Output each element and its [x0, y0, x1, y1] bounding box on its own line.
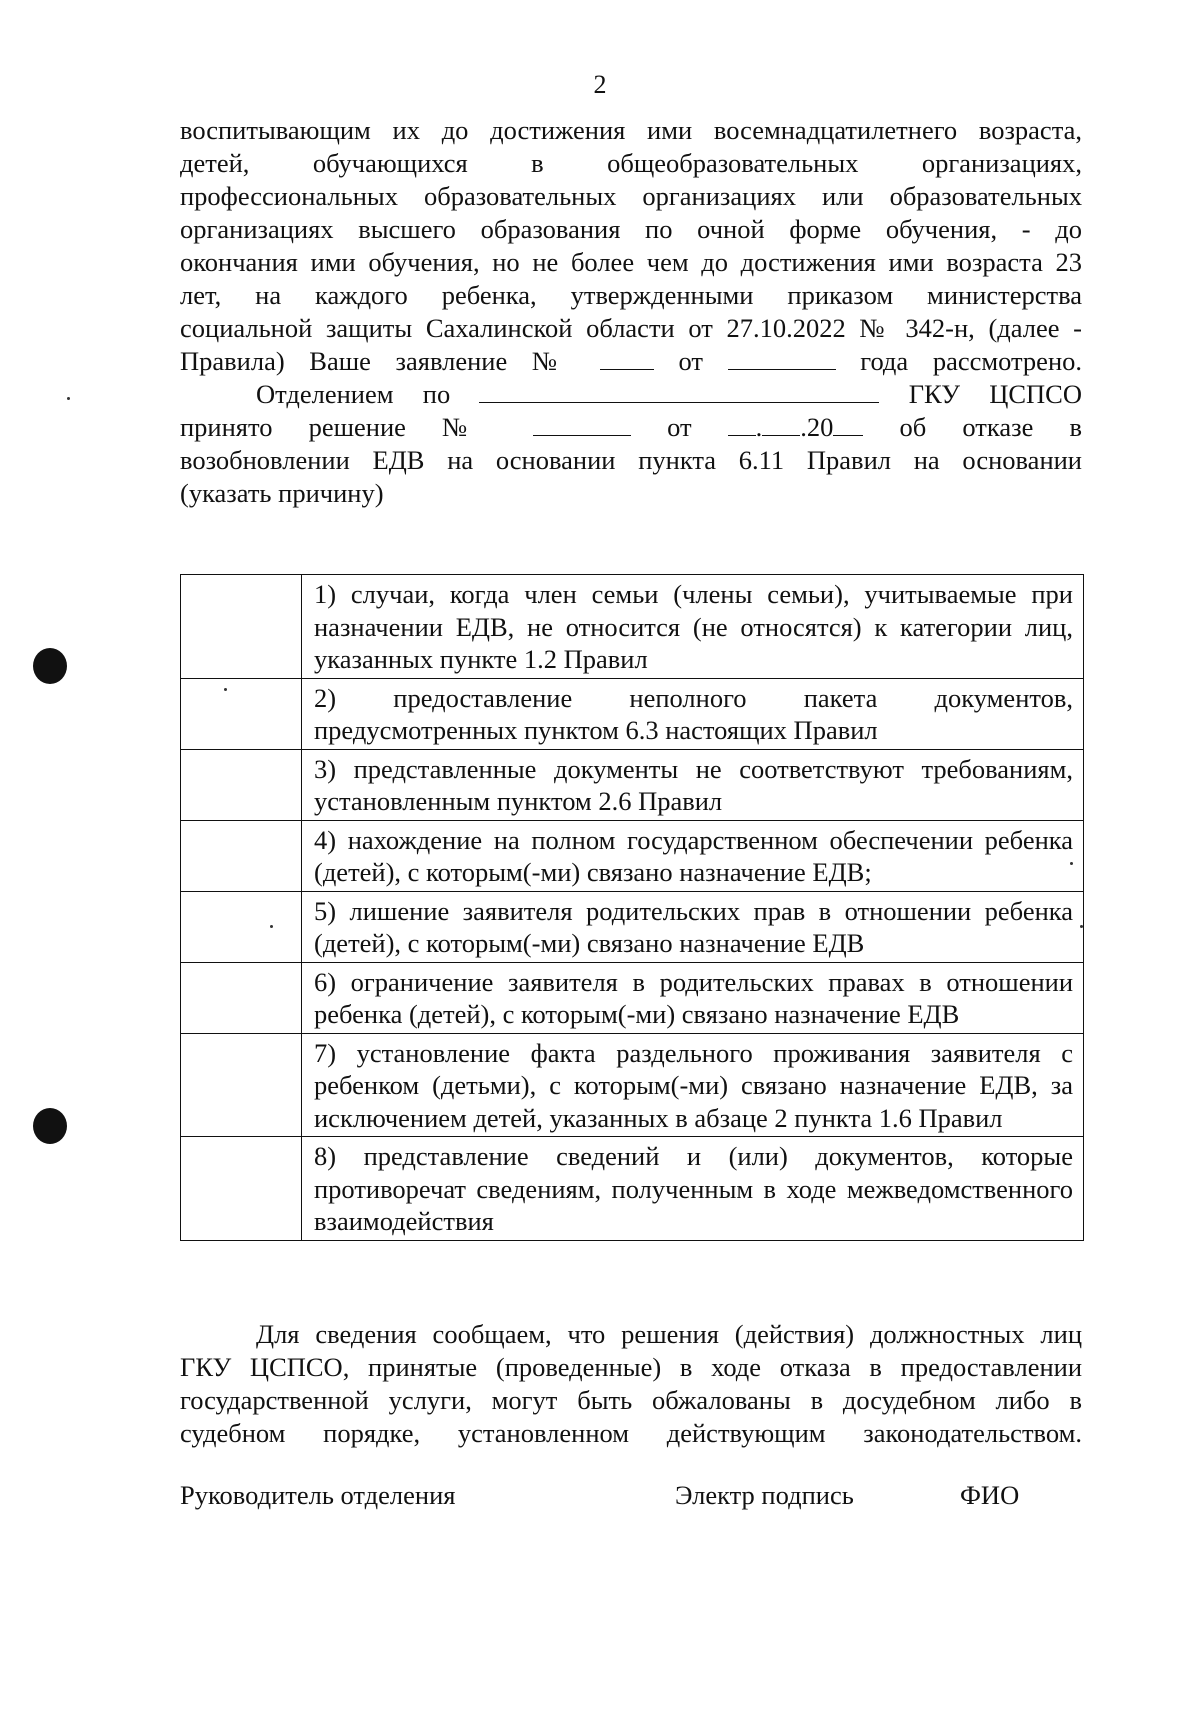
application-line: Правила) Ваше заявление № от года рассмотрено.	[180, 346, 1082, 376]
reason-text: 8) представление сведений и (или) документов, которые противоречат сведениям, полученным в ходе межведомственного взаимодействия	[302, 1137, 1084, 1241]
intro-line: лет, на каждого ребенка, утвержденными приказом министерства	[180, 280, 1082, 310]
reason-checkbox[interactable]	[181, 891, 302, 962]
intro-line: организациях высшего образования по очной форме обучения, - до	[180, 214, 1082, 244]
reason-checkbox[interactable]	[181, 749, 302, 820]
table-row	[181, 820, 1084, 891]
reason-text: 6) ограничение заявителя в родительских правах в отношении ребенка (детей), с которым(-ми) связано назначение ЕДВ	[302, 962, 1084, 1033]
scan-speck	[1070, 862, 1073, 865]
appeal-notice	[180, 1318, 1082, 1450]
rejection-reasons-table	[180, 574, 1084, 1241]
table-row	[181, 678, 1084, 749]
basis-line: возобновлении ЕДВ на основании пункта 6.11 Правил на основании	[180, 445, 1082, 475]
appeal-line: судебном порядке, установленном действующим законодательством.	[180, 1418, 1082, 1448]
appeal-line: государственной услуги, могут быть обжалованы в досудебном либо в	[180, 1385, 1082, 1415]
application-number-blank[interactable]	[600, 347, 654, 370]
electronic-signature: Электр подпись	[675, 1480, 854, 1510]
intro-line: социальной защиты Сахалинской области от 27.10.2022 № 342-н, (далее -	[180, 313, 1082, 343]
appeal-line: Для сведения сообщаем, что решения (действия) должностных лиц	[256, 1319, 1082, 1349]
intro-line: профессиональных образовательных организациях или образовательных	[180, 181, 1082, 211]
reason-checkbox[interactable]	[181, 575, 302, 679]
intro-line: детей, обучающихся в общеобразовательных организациях,	[180, 148, 1082, 178]
intro-line: воспитывающим их до достижения ими восемнадцатилетнего возраста,	[180, 115, 1082, 145]
decision-day-blank[interactable]	[728, 413, 756, 436]
decision-year-blank[interactable]	[833, 413, 863, 436]
department-line: Отделением по ГКУ ЦСПСО	[256, 379, 1082, 409]
table-row	[181, 749, 1084, 820]
intro-line: окончания ими обучения, но не более чем до достижения ими возраста 23	[180, 247, 1082, 277]
table-row	[181, 962, 1084, 1033]
decision-date: . .20	[728, 412, 864, 442]
table-row	[181, 575, 1084, 679]
table-row	[181, 1137, 1084, 1241]
page-number: 2	[593, 70, 607, 99]
decision-month-blank[interactable]	[762, 413, 800, 436]
signature-block	[180, 1480, 1080, 1514]
signatory-role: Руководитель отделения	[180, 1480, 456, 1510]
reason-text: 2) предоставление неполного пакета документов, предусмотренных пунктом 6.3 настоящих Правил	[302, 678, 1084, 749]
scan-speck	[270, 925, 273, 928]
basis-line: (указать причину)	[180, 478, 384, 508]
reason-checkbox[interactable]	[181, 678, 302, 749]
reason-text: 1) случаи, когда член семьи (члены семьи), учитываемые при назначении ЕДВ, не относится (не относятся) к категории лиц, указанных пункте 1.2 Правил	[302, 575, 1084, 679]
reason-text: 5) лишение заявителя родительских прав в отношении ребенка (детей), с которым(-ми) связано назначение ЕДВ	[302, 891, 1084, 962]
signatory-name: ФИО	[960, 1480, 1020, 1510]
decision-line: принято решение № от . .20 об отказе в	[180, 412, 1082, 442]
reason-checkbox[interactable]	[181, 1137, 302, 1241]
reason-text: 3) представленные документы не соответствуют требованиям, установленным пунктом 2.6 Правил	[302, 749, 1084, 820]
scan-speck	[67, 397, 70, 400]
reason-checkbox[interactable]	[181, 962, 302, 1033]
appeal-line: ГКУ ЦСПСО, принятые (проведенные) в ходе отказа в предоставлении	[180, 1352, 1082, 1382]
application-date-blank[interactable]	[728, 347, 836, 370]
scan-speck	[224, 688, 227, 691]
decision-number-blank[interactable]	[533, 413, 631, 436]
reason-text: 7) установление факта раздельного проживания заявителя с ребенком (детьми), с которым(-ми) связано назначение ЕДВ, за исключением детей, указанных в абзаце 2 пункта 1.6 Правил	[302, 1033, 1084, 1137]
table-row	[181, 891, 1084, 962]
intro-paragraph	[180, 114, 1082, 510]
scan-speck	[1080, 925, 1083, 928]
punch-hole	[33, 1108, 67, 1144]
table-row	[181, 1033, 1084, 1137]
reason-checkbox[interactable]	[181, 1033, 302, 1137]
reason-checkbox[interactable]	[181, 820, 302, 891]
reason-text: 4) нахождение на полном государственном обеспечении ребенка (детей), с которым(-ми) связано назначение ЕДВ;	[302, 820, 1084, 891]
department-name-blank[interactable]	[479, 380, 879, 403]
punch-hole	[33, 648, 67, 684]
